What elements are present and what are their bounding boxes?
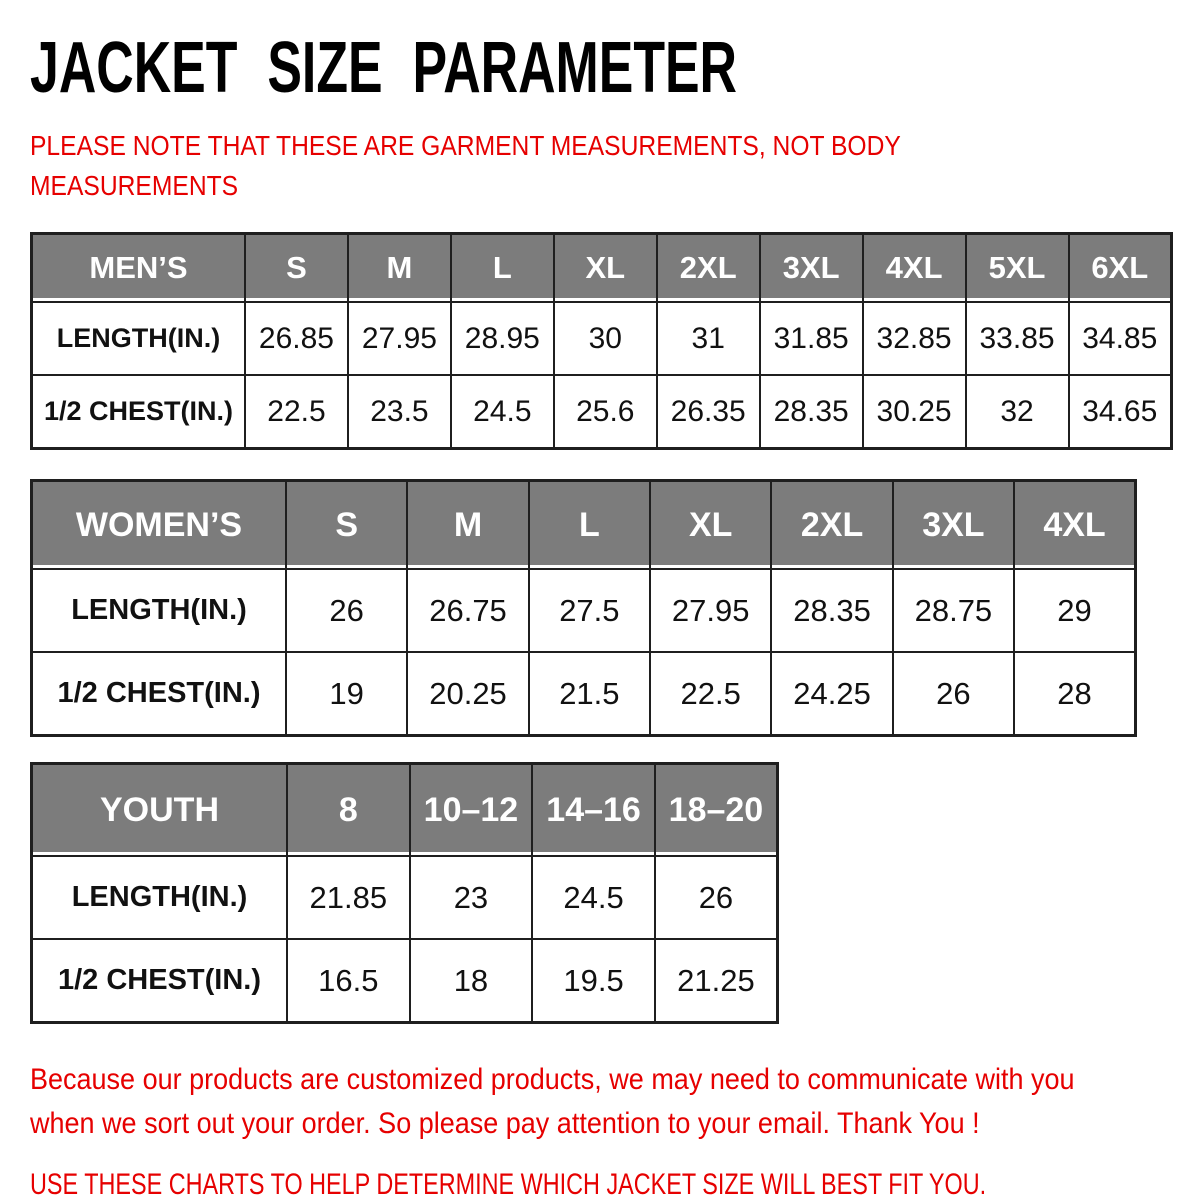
table-title-cell: MEN’S [32,234,246,303]
size-column-header: 3XL [893,481,1014,570]
size-value-cell: 19.5 [532,939,655,1023]
table-row [32,375,1172,449]
row-label: 1/2 CHEST(IN.) [32,652,287,736]
size-value-cell: 16.5 [287,939,410,1023]
size-value-cell: 26.35 [657,375,760,449]
size-value-cell: 31 [657,302,760,375]
row-label: LENGTH(IN.) [32,569,287,652]
size-value-cell: 23.5 [348,375,451,449]
size-value-cell: 26 [893,652,1014,736]
size-column-header: 2XL [657,234,760,303]
size-column-header: XL [650,481,771,570]
size-value-cell: 28.35 [771,569,892,652]
size-column-header: 6XL [1069,234,1172,303]
table-header-row [32,234,1172,303]
size-value-cell: 27.5 [529,569,650,652]
size-column-header: 3XL [760,234,863,303]
size-column-header: L [529,481,650,570]
size-column-header: 18–20 [655,764,778,857]
size-column-header: 14–16 [532,764,655,857]
fit-advice-note: USE THESE CHARTS TO HELP DETERMINE WHICH JACKET SIZE WILL BEST FIT YOU. [30,1168,987,1201]
size-table-mens [30,232,1173,450]
size-tables [30,232,1170,1024]
size-column-header: M [348,234,451,303]
size-value-cell: 31.85 [760,302,863,375]
row-label: LENGTH(IN.) [32,302,246,375]
size-table-womens [30,479,1137,737]
table-row [32,939,778,1023]
size-value-cell: 24.5 [451,375,554,449]
size-column-header: 8 [287,764,410,857]
size-value-cell: 18 [410,939,533,1023]
size-value-cell: 19 [286,652,407,736]
size-column-header: XL [554,234,657,303]
size-value-cell: 22.5 [245,375,348,449]
size-value-cell: 28 [1014,652,1135,736]
size-value-cell: 20.25 [407,652,528,736]
customization-note-line-2: when we sort out your order. So please pay attention to your email. Thank You ! [30,1107,980,1140]
size-column-header: 5XL [966,234,1069,303]
size-value-cell: 28.35 [760,375,863,449]
note-line-1: PLEASE NOTE THAT THESE ARE GARMENT MEASUREMENTS, NOT BODY [30,130,901,161]
size-column-header: S [286,481,407,570]
size-value-cell: 24.25 [771,652,892,736]
size-column-header: 4XL [1014,481,1135,570]
size-value-cell: 25.6 [554,375,657,449]
size-value-cell: 28.95 [451,302,554,375]
garment-measurement-note [30,126,1170,206]
table-header-row [32,481,1136,570]
size-value-cell: 34.65 [1069,375,1172,449]
size-value-cell: 26.85 [245,302,348,375]
size-value-cell: 34.85 [1069,302,1172,375]
size-value-cell: 30 [554,302,657,375]
table-row [32,302,1172,375]
size-column-header: S [245,234,348,303]
size-value-cell: 21.5 [529,652,650,736]
size-value-cell: 21.85 [287,856,410,939]
table-row [32,569,1136,652]
size-value-cell: 26 [655,856,778,939]
size-value-cell: 23 [410,856,533,939]
table-title-cell: YOUTH [32,764,288,857]
size-value-cell: 22.5 [650,652,771,736]
size-value-cell: 33.85 [966,302,1069,375]
table-title-cell: WOMEN’S [32,481,287,570]
size-value-cell: 32 [966,375,1069,449]
size-value-cell: 26.75 [407,569,528,652]
size-column-header: L [451,234,554,303]
customization-note-line-1: Because our products are customized products, we may need to communicate with you [30,1063,1075,1096]
size-value-cell: 27.95 [348,302,451,375]
size-value-cell: 29 [1014,569,1135,652]
size-column-header: 4XL [863,234,966,303]
size-column-header: 10–12 [410,764,533,857]
size-value-cell: 30.25 [863,375,966,449]
table-row [32,652,1136,736]
page-title: JACKET SIZE PARAMETER [30,28,738,108]
size-table-youth [30,762,779,1024]
table-header-row [32,764,778,857]
customization-note [30,1058,1170,1146]
size-value-cell: 24.5 [532,856,655,939]
size-value-cell: 28.75 [893,569,1014,652]
note-line-2: MEASUREMENTS [30,170,239,201]
size-value-cell: 26 [286,569,407,652]
size-column-header: 2XL [771,481,892,570]
size-value-cell: 27.95 [650,569,771,652]
size-column-header: M [407,481,528,570]
size-value-cell: 21.25 [655,939,778,1023]
size-value-cell: 32.85 [863,302,966,375]
table-row [32,856,778,939]
row-label: 1/2 CHEST(IN.) [32,375,246,449]
row-label: LENGTH(IN.) [32,856,288,939]
row-label: 1/2 CHEST(IN.) [32,939,288,1023]
